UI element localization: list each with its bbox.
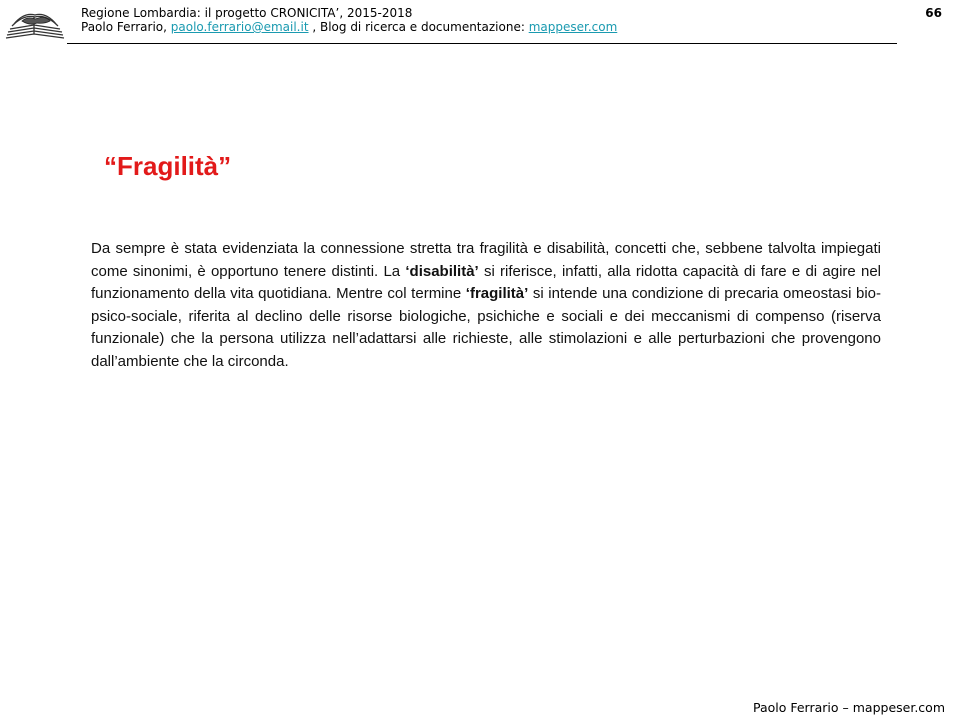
slide-title: “Fragilità”	[104, 151, 232, 181]
header-text	[81, 6, 617, 34]
paragraph-part-1: Da sempre è stata evidenziata la connessione stretta tra fragilità e disabilità, concetti che, sebbene talvolta impiegati come sinonimi, è opportuno tenere distinti. La	[91, 240, 881, 280]
header-divider	[67, 43, 897, 44]
blog-label: , Blog di ricerca e documentazione:	[308, 20, 529, 34]
header-line-2	[81, 20, 617, 34]
paragraph-part-2: si riferisce, infatti, alla ridotta capacità di fare e di agire nel funzionamento della vita quotidiana. Mentre col termine	[91, 262, 881, 303]
paragraph-part-3: si intende una condizione di precaria omeostasi bio-psico-sociale, riferita al declino delle risorse biologiche, psichiche e sociali e dei meccanismi di compenso (riserva funzionale) che la persona utilizza nell’adattarsi alle richieste, alle stimolazioni e alle perturbazioni che provengono dall’ambiente che la circonda.	[91, 285, 882, 370]
term-fragilita: ‘fragilità’	[465, 285, 529, 303]
footer-credit: Paolo Ferrario – mappeser.com	[752, 700, 945, 715]
page-number: 66	[925, 6, 942, 20]
definition-paragraph	[91, 238, 881, 374]
author-name: Paolo Ferrario,	[81, 20, 171, 34]
blog-link[interactable]: mappeser.com	[528, 20, 618, 34]
header-line-1: Regione Lombardia: il progetto CRONICITA’, 2015-2018	[81, 6, 413, 20]
term-disabilita: ‘disabilità’	[405, 262, 479, 280]
email-link[interactable]: paolo.ferrario@email.it	[170, 20, 309, 34]
handshake-book-icon	[4, 4, 66, 42]
